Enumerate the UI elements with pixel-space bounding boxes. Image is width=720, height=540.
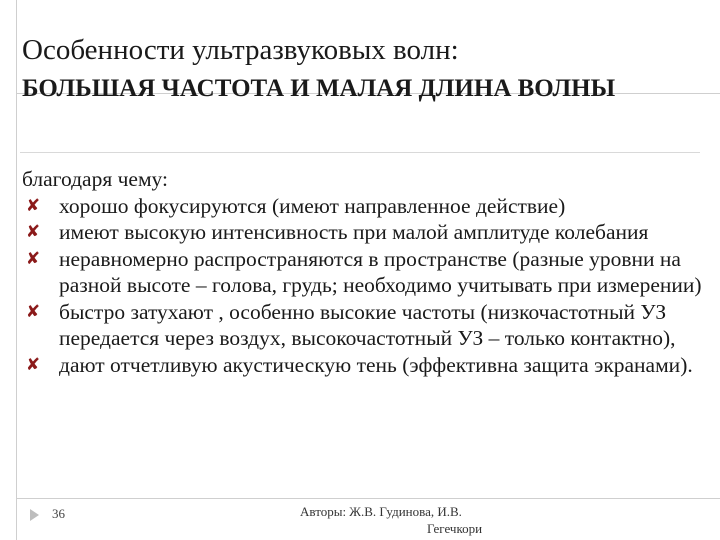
list-item-text: дают отчетливую акустическую тень (эффективна защита экранами).: [59, 352, 693, 377]
list-item: [22, 193, 702, 220]
content-divider: [20, 152, 700, 153]
x-mark-bullet-icon: ✘: [25, 354, 41, 375]
list-item: [22, 352, 702, 379]
footer-author-line2: Гегечкори: [427, 521, 483, 536]
footer-authors: [300, 503, 500, 537]
intro-text: благодаря чему:: [22, 167, 168, 191]
footer-author-line1: Авторы: Ж.В. Гудинова, И.В.: [300, 504, 462, 519]
footer-arrow-icon: [30, 509, 39, 521]
left-vertical-rule: [16, 0, 17, 540]
list-item: [22, 246, 702, 299]
list-item: [22, 299, 702, 352]
title-heading: Особенности ультразвуковых волн:: [22, 34, 459, 66]
x-mark-bullet-icon: ✘: [25, 301, 41, 322]
footer-rule: [16, 498, 720, 499]
title-subheading: БОЛЬШАЯ ЧАСТОТА И МАЛАЯ ДЛИНА ВОЛНЫ: [22, 75, 616, 102]
list-item-text: неравномерно распространяются в пространстве (разные уровни на разной высоте – голова, грудь; необходимо учитывать при измерении): [59, 246, 702, 297]
list-item: [22, 219, 702, 246]
slide-body: [22, 166, 702, 378]
bullet-list: [22, 193, 702, 379]
list-item-text: хорошо фокусируются (имеют направленное действие): [59, 193, 566, 218]
slide-title: [22, 33, 702, 104]
list-item-text: имеют высокую интенсивность при малой амплитуде колебания: [59, 220, 649, 244]
x-mark-bullet-icon: ✘: [25, 195, 41, 216]
x-mark-bullet-icon: ✘: [25, 222, 41, 242]
page-number: 36: [52, 506, 65, 521]
x-mark-bullet-icon: ✘: [25, 248, 41, 269]
list-item-text: быстро затухают , особенно высокие частоты (низкочастотный УЗ передается через воздух, высокочастотный УЗ – только контактно),: [59, 299, 676, 350]
